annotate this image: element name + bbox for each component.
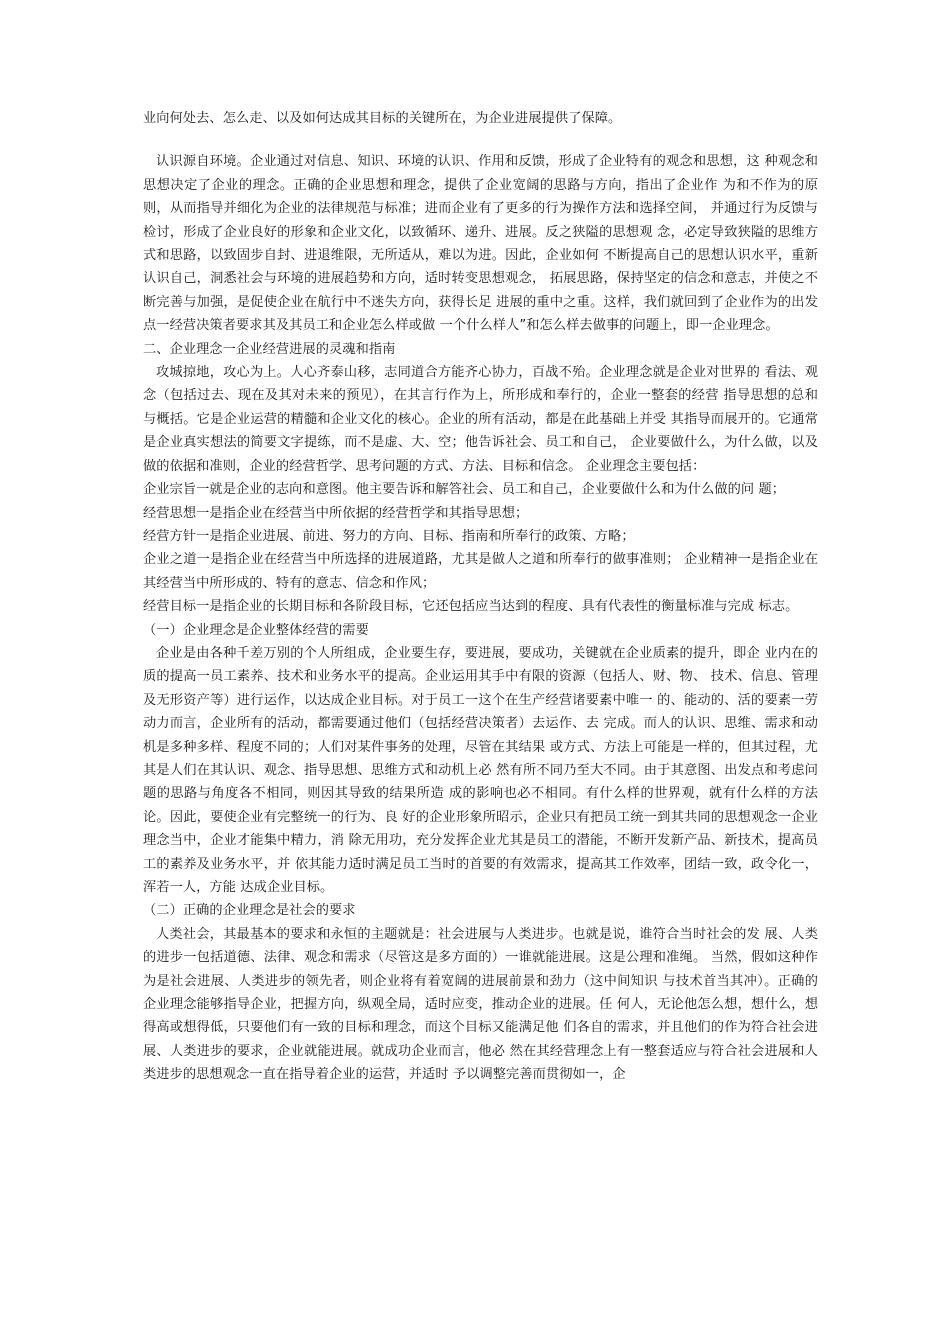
paragraph-concept: 攻城掠地，攻心为上。人心齐泰山移，志同道合方能齐心协力，百战不殆。企业理念就是企业对世界的 看法、观念（包括过去、现在及其对未来的预见），在其言行作为上，所形成和奉行的，企业一整套的经营 指导思想的总和与概括。它是企业运营的精髓和企业文化的核心。企业的所有活动，都是在此基础上并受 其指导而展开的。它通常是企业真实想法的简要文字提练，而不是虚、大、空；他告诉社会、员工和自己， 企业要做什么，为什么做，以及做的依据和准则，企业的经营哲学、思考问题的方式、方法、目标和信念。 企业理念主要包括： [143, 365, 818, 474]
paragraph-gap [143, 130, 818, 150]
document-body [143, 107, 818, 1087]
list-item-policy: 经营方针一是指企业进展、前进、努力的方向、目标、指南和所奉行的政策、方略； [143, 528, 635, 544]
list-item-purpose: 企业宗旨一就是企业的志向和意图。他主要告诉和解答社会、员工和自己，企业要做什么和为什么做的问 题； [143, 482, 786, 498]
subsection-heading-1: （一）企业理念是企业整体经营的需要 [143, 622, 369, 638]
section-heading-2: 二、企业理念一企业经营进展的灵魂和指南 [143, 341, 396, 357]
list-item-thought: 经营思想一是指企业在经营当中所依据的经营哲学和其指导思想； [143, 505, 529, 521]
list-item-way-spirit: 企业之道一是指企业在经营当中所选择的进展道路，尤其是做人之道和所奉行的做事准则； 企业精神一是指企业在其经营当中所形成的、特有的意志、信念和作风； [143, 552, 818, 591]
paragraph-continuation: 业向何处去、怎么走、以及如何达成其目标的关键所在，为企业进展提供了保障。 [143, 111, 622, 126]
paragraph-environment: 认识源自环境。企业通过对信息、知识、环境的认识、作用和反馈，形成了企业特有的观念和思想，这 种观念和思想决定了企业的理念。正确的企业思想和理念，提供了企业宽阔的思路与方向，指出了企业作 为和不作为的原则，从而指导并细化为企业的法律规范与标准；进而企业有了更多的行为操作方法和选择空间， 并通过行为反馈与检讨，形成了企业良好的形象和企业文化，以致循环、递升、进展。反之狭隘的思想观 念，必定导致狭隘的思维方式和思路，以致固步自封、进退维限，无所适从，难以为进。因此，企业如何 不断提高自己的思想认识水平，重新认识自己，洞悉社会与环境的进展趋势和方向，适时转变思想观念， 拓展思路，保持坚定的信念和意志，并使之不断完善与加强，是促使企业在航行中不迷失方向，获得长足 进展的重中之重。这样，我们就回到了企业作为的出发点一经营决策者要求其及其员工和企业怎么样或做 一个什么样人”和怎么样去做事的问题上，即一企业理念。 [143, 154, 818, 334]
paragraph-overall-need: 企业是由各种千差万别的个人所组成，企业要生存，要进展，要成功，关键就在企业质素的提升，即企 业内在的质的提高一员工素养、技术和业务水平的提高。企业运用其手中有限的资源（包括人、财、物、 技术、信息、管理及无形资产等）进行运作，以达成企业目标。对于员工一这个在生产经营诸要素中唯一 的、能动的、活的要素一劳动力而言，企业所有的活动，都需要通过他们（包括经营决策者）去运作、去 完成。而人的认识、思维、需求和动机是多种多样、程度不同的；人们对某件事务的处理，尽管在其结果 或方式、方法上可能是一样的，但其过程，尤其是人们在其认识、观念、指导思想、思维方式和动机上必 然有所不同乃至大不同。由于其意图、出发点和考虑问题的思路与角度各不相同，则因其导致的结果所造 成的影响也必不相同。有什么样的世界观，就有什么样的方法论。因此，要使企业有完整统一的行为、良 好的企业形象所昭示，企业只有把员工统一到其共同的思想观念一企业理念当中，企业才能集中精力，消 除无用功，充分发挥企业尤其是员工的潜能，不断开发新产品、新技术，提高员工的素养及业务水平，并 依其能力适时满足员工当时的首要的有效需求，提高其工作效率，团结一致，政令化一，浑若一人，方能 达成企业目标。 [143, 645, 818, 895]
paragraph-society: 人类社会，其最基本的要求和永恒的主题就是：社会进展与人类进步。也就是说，谁符合当时社会的发 展、人类的进步一包括道德、法律、观念和需求（尽管这是多方面的）一谁就能进展。这是公理和准绳。 当然，假如这种作为是社会进展、人类进步的领先者，则企业将有着宽阔的进展前景和劲力（这中间知识 与技术首当其冲）。正确的企业理念能够指导企业，把握方向，纵观全局，适时应变，推动企业的进展。任 何人，无论他怎么想，想什么，想得高或想得低，只要他们有一致的目标和理念，而这个目标又能满足他 们各自的需求，并且他们的作为符合社会进展、人类进步的要求，企业就能进展。就成功企业而言，他必 然在其经营理念上有一整套适应与符合社会进展和人类进步的思想观念一直在指导着企业的运营，并适时 予以调整完善而贯彻如一，企 [143, 926, 818, 1083]
subsection-heading-2: （二）正确的企业理念是社会的要求 [143, 903, 356, 919]
list-item-goal: 经营目标一是指企业的长期目标和各阶段目标，它还包括应当达到的程度、具有代表性的衡量标准与完成 标志。 [143, 599, 799, 615]
